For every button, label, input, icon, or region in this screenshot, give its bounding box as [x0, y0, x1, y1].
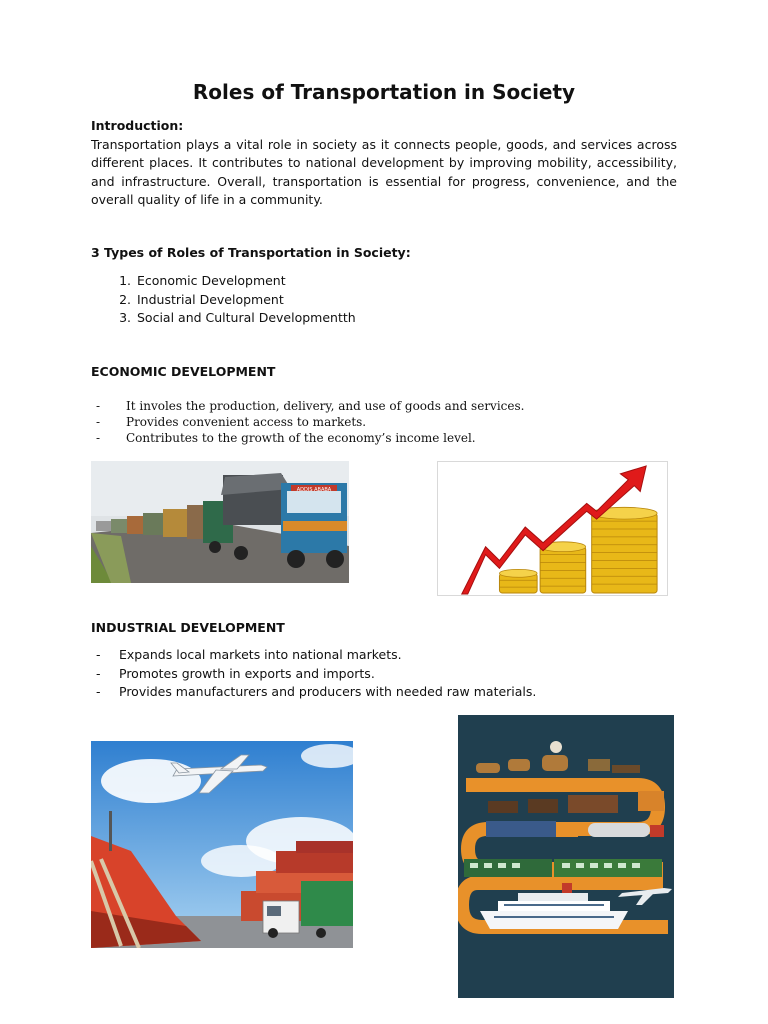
- industrial-bullets: [91, 646, 536, 702]
- list-item: 1. Economic Development: [135, 272, 356, 291]
- economic-heading: ECONOMIC DEVELOPMENT: [91, 364, 276, 379]
- trucks-convoy-image: [91, 461, 349, 583]
- economic-bullets: [91, 398, 524, 446]
- types-list: [91, 272, 356, 328]
- list-item: - Provides convenient access to markets.: [91, 414, 524, 430]
- truck-sign-text: ADDIS ABABA: [296, 487, 332, 493]
- types-heading: 3 Types of Roles of Transportation in Society:: [91, 245, 411, 260]
- list-item: - Promotes growth in exports and imports.: [91, 665, 536, 684]
- list-item: - Expands local markets into national markets.: [91, 646, 536, 665]
- page-title: Roles of Transportation in Society: [192, 80, 576, 104]
- growth-coins-image: [437, 461, 668, 596]
- list-item: - Provides manufacturers and producers with needed raw materials.: [91, 683, 536, 702]
- list-item: 3. Social and Cultural Developmentth: [135, 309, 356, 328]
- intro-paragraph: Transportation plays a vital role in society as it connects people, goods, and services across different places. It contributes to national development by improving mobility, accessibility, and infrastructure. Overall, transportation is essential for progress, convenience, and the overall quality of life in a community.: [91, 137, 677, 207]
- list-item: - It involes the production, delivery, and use of goods and services.: [91, 398, 524, 414]
- transport-evolution-infographic: [458, 715, 674, 998]
- intro-heading: Introduction:: [91, 118, 184, 133]
- industrial-heading: INDUSTRIAL DEVELOPMENT: [91, 620, 285, 635]
- ship-plane-containers-image: [91, 741, 353, 948]
- train-icon: [464, 859, 662, 877]
- list-item: 2. Industrial Development: [135, 291, 356, 310]
- trucks-tanker-icon: [486, 821, 664, 837]
- list-item: - Contributes to the growth of the economy’s income level.: [91, 430, 524, 446]
